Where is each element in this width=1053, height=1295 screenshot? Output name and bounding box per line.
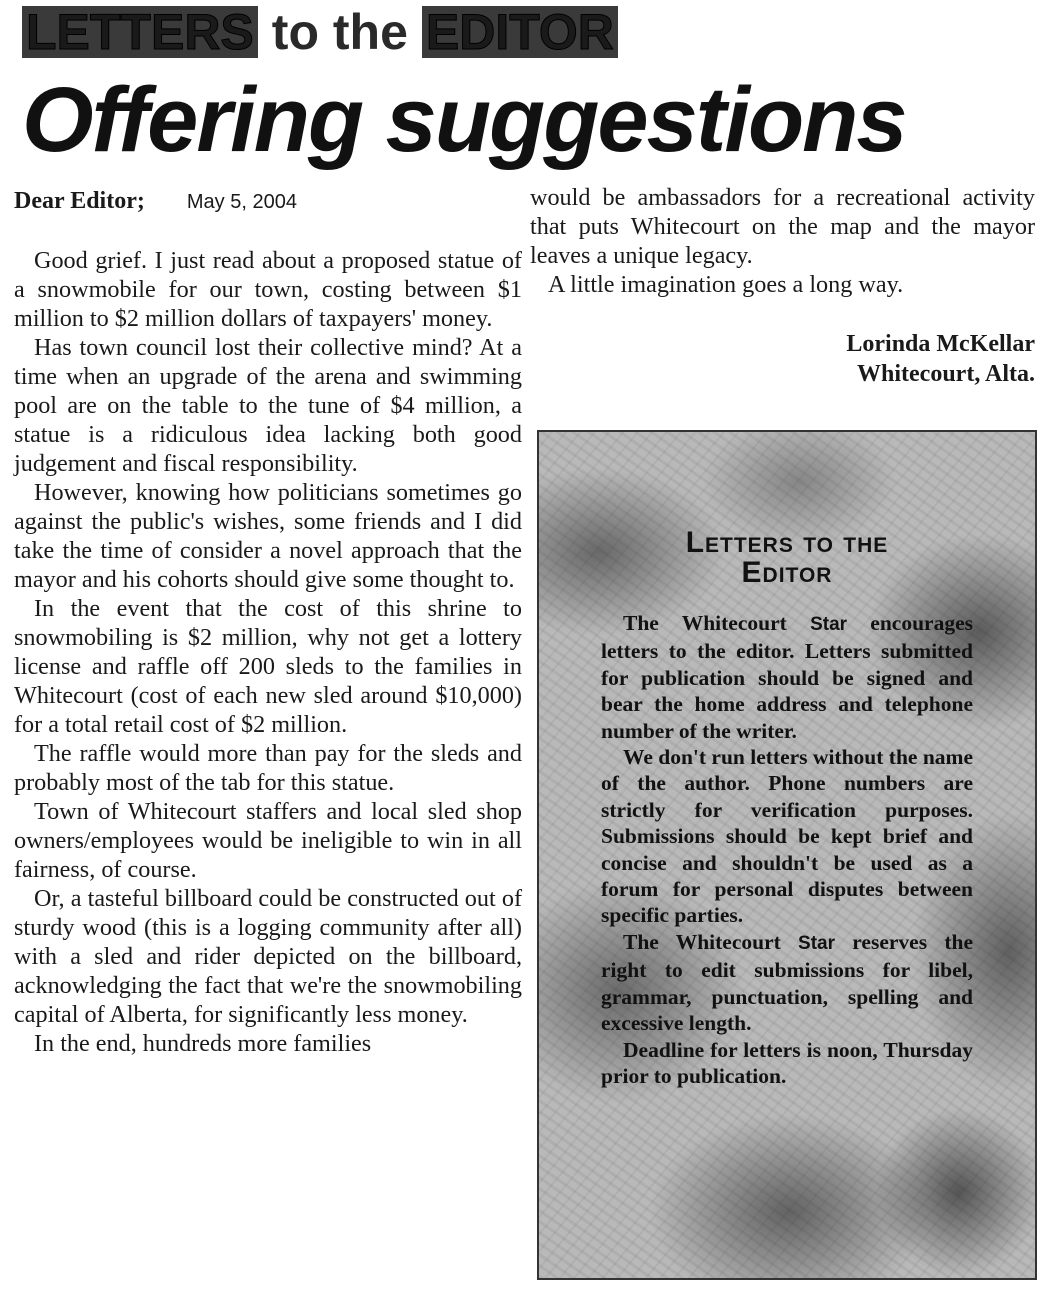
policy-paragraph: We don't run letters without the name of the author. Phone numbers are strictly for verification purposes. Submissions should be kept brief and concise and shouldn't be used as a forum for personal disputes between specific parties. <box>601 745 973 928</box>
section-header-to-the: to the <box>271 4 408 60</box>
policy-box-title <box>539 528 1035 588</box>
letter-column-right <box>530 183 1035 389</box>
policy-title-line2: Editor <box>741 556 833 589</box>
letter-closing: A little imagination goes a long way. <box>548 271 904 298</box>
salutation: Dear Editor; <box>14 188 145 214</box>
submission-policy-box <box>537 430 1037 1280</box>
policy-text-run: encourages letters to the editor. Letters submitted for publication should be signed and bear the home address and telephone number of the writer. <box>601 611 973 743</box>
signature-place: Whitecourt, Alta. <box>857 361 1035 387</box>
letter-paragraph: The raffle would more than pay for the sleds and probably most of the tab for this statue. <box>14 740 522 796</box>
policy-paragraph <box>601 929 973 1037</box>
section-header <box>22 6 618 58</box>
letter-body <box>14 246 522 1058</box>
policy-title-line1: Letters to the <box>685 526 889 559</box>
section-header-editor: EDITOR <box>422 6 618 58</box>
letter-paragraph: In the end, hundreds more families <box>34 1030 372 1057</box>
letter-continuation: would be ambassadors for a recreational activity that puts Whitecourt on the map and the mayor leaves a unique legacy. <box>530 184 1035 269</box>
policy-text-run: The Whitecourt <box>623 929 799 954</box>
letter-paragraph: Has town council lost their collective mind? At a time when an upgrade of the arena and swimming pool are on the table to the tune of $4 million, a statue is a ridiculous idea lacking both good judgement and fiscal responsibility. <box>14 334 522 477</box>
policy-text-run: reserves the right to edit submissions for libel, grammar, punctuation, spelling and excessive length. <box>601 929 973 1036</box>
letter-paragraph: Town of Whitecourt staffers and local sled shop owners/employees would be ineligible to win in all fairness, of course. <box>14 798 522 883</box>
policy-text-run: The Whitecourt <box>623 611 811 635</box>
letter-date: May 5, 2004 <box>186 191 297 213</box>
letter-paragraph: Good grief. I just read about a proposed statue of a snowmobile for our town, costing between $1 million to $2 million dollars of taxpayers' money. <box>14 247 522 332</box>
paper-name-star: Star <box>810 614 848 635</box>
letter-paragraph: Or, a tasteful billboard could be constructed out of sturdy wood (this is a logging community after all) with a sled and rider depicted on the billboard, acknowledging the fact that we're the snowmobiling capital of Alberta, for significantly less money. <box>14 885 522 1028</box>
letter-column-left <box>14 188 522 1058</box>
signature-name: Lorinda McKellar <box>846 331 1035 357</box>
policy-paragraph <box>601 610 973 744</box>
paper-name-star: Star <box>798 932 836 954</box>
letter-paragraph: However, knowing how politicians sometimes go against the public's wishes, some friends and I did take the time of consider a novel approach that the mayor and his cohorts should give some thought to. <box>14 479 522 593</box>
signature <box>530 329 1035 389</box>
salutation-line <box>14 188 522 224</box>
section-header-letters: LETTERS <box>22 6 258 58</box>
letter-paragraph: In the event that the cost of this shrine to snowmobiling is $2 million, why not get a lottery license and raffle off 200 sleds to the families in Whitecourt (cost of each new sled around $10,000) for a total retail cost of $2 million. <box>14 595 522 738</box>
headline: Offering suggestions <box>22 69 906 171</box>
policy-text <box>601 610 973 1089</box>
policy-paragraph: Deadline for letters is noon, Thursday prior to publication. <box>601 1037 973 1088</box>
